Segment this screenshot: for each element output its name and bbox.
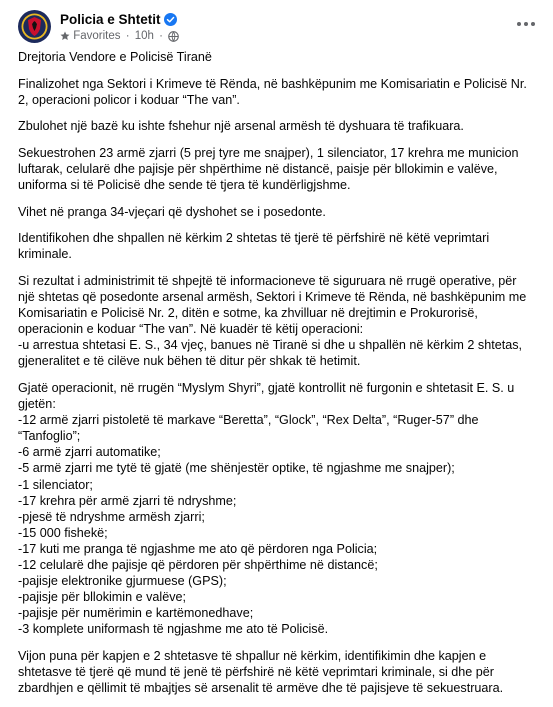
seized-item: -pajisje elektronike gjurmuese (GPS); — [18, 574, 227, 589]
verified-badge-icon — [164, 13, 177, 26]
seized-item: -17 kuti me pranga të ngjashme me ato që përdoren nga Policia; — [18, 541, 378, 556]
author-name[interactable] — [60, 12, 177, 28]
favorites-label[interactable]: Favorites — [73, 30, 121, 42]
seized-item: -5 armë zjarri me tytë të gjatë (me shënjestër optike, të ngjashme me snajper); — [18, 461, 455, 476]
more-options-icon[interactable] — [514, 14, 538, 34]
seized-item: -1 silenciator; — [18, 477, 93, 492]
arrest-text: -u arrestua shtetasi E. S., 34 vjeç, banues në Tiranë si dhe u shpallën në kërkim 2 shtetas, gjeneralitet e të cilëve nuk bëhen të ditur për shkak të hetimit. — [18, 338, 523, 369]
seized-item: -pjesë të ndryshme armësh zjarri; — [18, 509, 205, 524]
closing-paragraph: Vijon puna për kapjen e 2 shtetasve të shpallur në kërkim, identifikimin dhe kapjen e shtetasve të tjerë që mund të jenë të përfshirë në këtë veprimtari kriminale, si dhe për zbardhjen e qëllimit të mbajtjes së arsenalit të armëve dhe të pajisjeve të sekuestruara. — [18, 649, 504, 696]
post-paragraph: Vihet në pranga 34-vjeçari që dyshohet se i posedonte. — [18, 204, 326, 219]
seized-item: -pajisje për numërimin e kartëmonedhave; — [18, 606, 254, 621]
seized-item: -17 krehra për armë zjarri të ndryshme; — [18, 493, 237, 508]
operation-text: Si rezultat i administrimit të shpejtë të informacioneve të siguruara në rrugë operative, për një shtetas që posedonte arsenal armësh, Sektori i Krimeve të Rënda, në bashkëpunim me Komisariatin e Policisë Nr. 2, ditën e sotme, ka zhvilluar në drejtimin e Prokurorisë, operacionin e koduar “The van”. Në kuadër të këtij operacioni: — [18, 273, 527, 337]
post-meta — [60, 29, 179, 43]
seized-list — [18, 380, 534, 638]
post-header — [18, 10, 538, 44]
seized-item: -3 komplete uniformash të ngjashme me ato të Policisë. — [18, 622, 329, 637]
post-body — [18, 49, 534, 707]
post-paragraph: Identifikohen dhe shpallen në kërkim 2 shtetas të tjerë të përfshirë në këtë veprimtari kriminale. — [18, 231, 490, 262]
post-paragraph: Finalizohet nga Sektori i Krimeve të Rënda, në bashkëpunim me Komisariatin e Policisë Nr. 2, operacioni policor i koduar “The van”. — [18, 76, 527, 107]
post-paragraph: Drejtoria Vendore e Policisë Tiranë — [18, 50, 212, 64]
post-paragraph: Zbulohet një bazë ku ishte fshehur një arsenal armësh të dyshuara të trafikuara. — [18, 119, 464, 134]
seized-item: -pajisje për bllokimin e valëve; — [18, 590, 186, 605]
police-logo-avatar[interactable] — [18, 10, 51, 43]
seized-item: -12 armë zjarri pistoletë të markave “Beretta”, “Glock”, “Rex Delta”, “Ruger-57” dhe “Tanfoglio”; — [18, 413, 479, 444]
meta-separator: · — [125, 30, 130, 42]
seized-item: -15 000 fishekë; — [18, 525, 108, 540]
seized-item: -6 armë zjarri automatike; — [18, 445, 161, 460]
post-time[interactable]: 10h — [134, 30, 154, 42]
seized-intro: Gjatë operacionit, në rrugën “Myslym Shyri”, gjatë kontrollit në furgonin e shtetasit E. S. u gjetën: — [18, 381, 515, 412]
seized-item: -12 celularë dhe pajisje që përdoren për shpërthime në distancë; — [18, 558, 378, 573]
globe-icon[interactable] — [168, 31, 179, 42]
meta-separator-2: · — [159, 30, 163, 42]
post-paragraph: Sekuestrohen 23 armë zjarri (5 prej tyre me snajper), 1 silenciator, 17 krehra me municion luftarak, celularë dhe pajisje për shpërthime në distancë, paisje për bllokimin e valëve, uniforma si të Policisë dhe sende të tjera të kundërligjshme. — [18, 145, 519, 193]
favorites-star-icon — [60, 31, 70, 41]
operation-paragraph — [18, 273, 534, 370]
author-name-text[interactable]: Policia e Shtetit — [60, 12, 161, 27]
